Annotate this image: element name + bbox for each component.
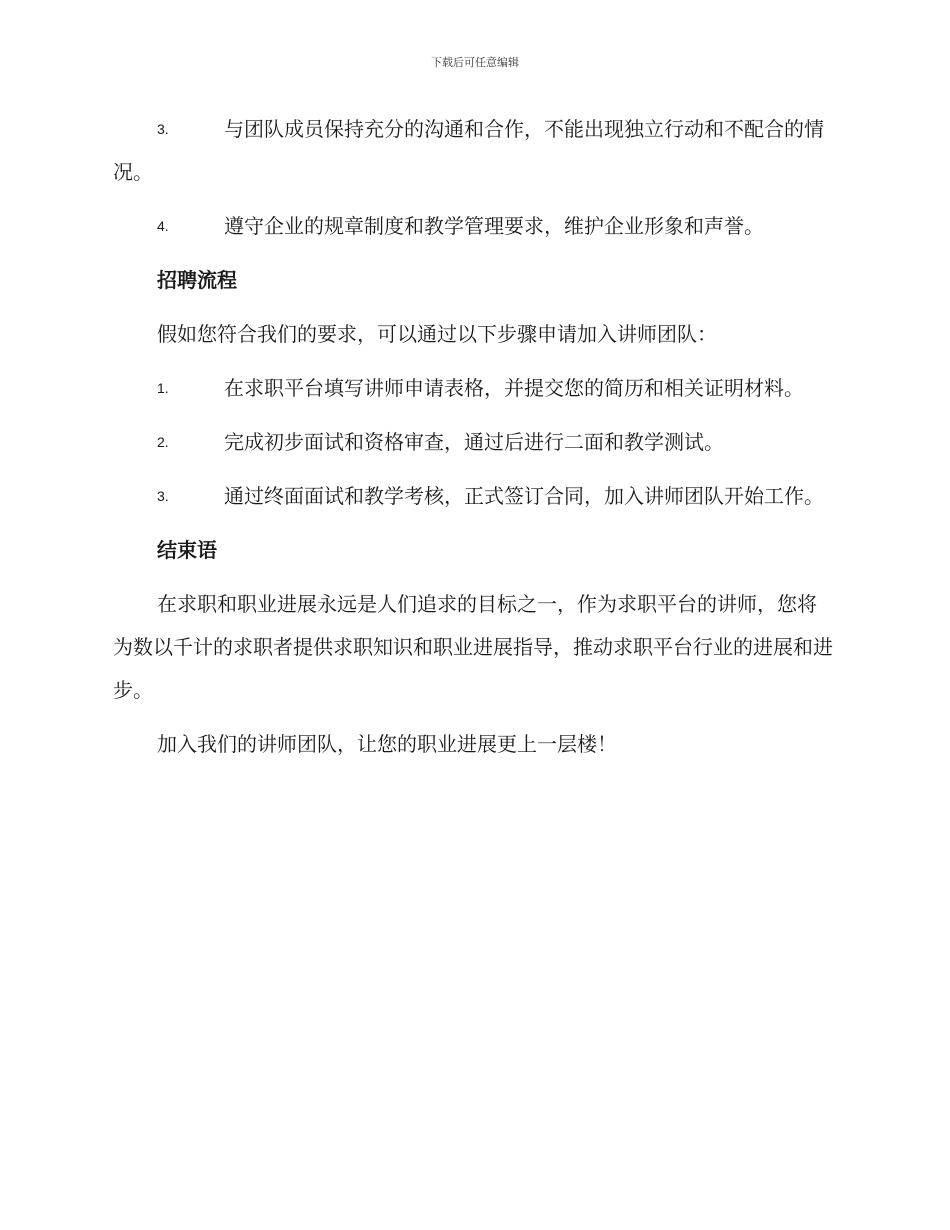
section-heading-closing: 结束语 xyxy=(157,538,217,562)
list-item-text: 通过终面面试和教学考核，正式签订合同，加入讲师团队开始工作。 xyxy=(224,484,824,508)
list-item-text: 遵守企业的规章制度和教学管理要求，维护企业形象和声誉。 xyxy=(224,214,764,238)
list-item xyxy=(113,475,835,518)
list-item xyxy=(113,367,835,410)
list-item xyxy=(113,421,835,464)
closing-paragraph: 加入我们的讲师团队，让您的职业进展更上一层楼！ xyxy=(157,732,617,756)
list-item-text: 与团队成员保持充分的沟通和合作，不能出现独立行动和不配合的情况。 xyxy=(113,117,824,184)
document-body xyxy=(113,108,835,777)
list-item-text: 完成初步面试和资格审查，通过后进行二面和教学测试。 xyxy=(224,430,724,454)
section-heading-process: 招聘流程 xyxy=(157,268,237,292)
list-item-number: 1. xyxy=(157,380,169,396)
list-item-number: 4. xyxy=(157,218,169,234)
list-item xyxy=(113,108,835,194)
list-item-number: 3. xyxy=(157,488,169,504)
list-item-number: 2. xyxy=(157,434,169,450)
list-item xyxy=(113,205,835,248)
list-item-text: 在求职平台填写讲师申请表格，并提交您的简历和相关证明材料。 xyxy=(224,376,804,400)
header-note: 下载后可任意编辑 xyxy=(431,56,519,69)
list-item-number: 3. xyxy=(157,121,169,137)
closing-paragraph: 在求职和职业进展永远是人们追求的目标之一，作为求职平台的讲师，您将为数以千计的求职者提供求职知识和职业进展指导，推动求职平台行业的进展和进步。 xyxy=(113,592,833,702)
process-intro-paragraph: 假如您符合我们的要求，可以通过以下步骤申请加入讲师团队： xyxy=(157,322,717,346)
